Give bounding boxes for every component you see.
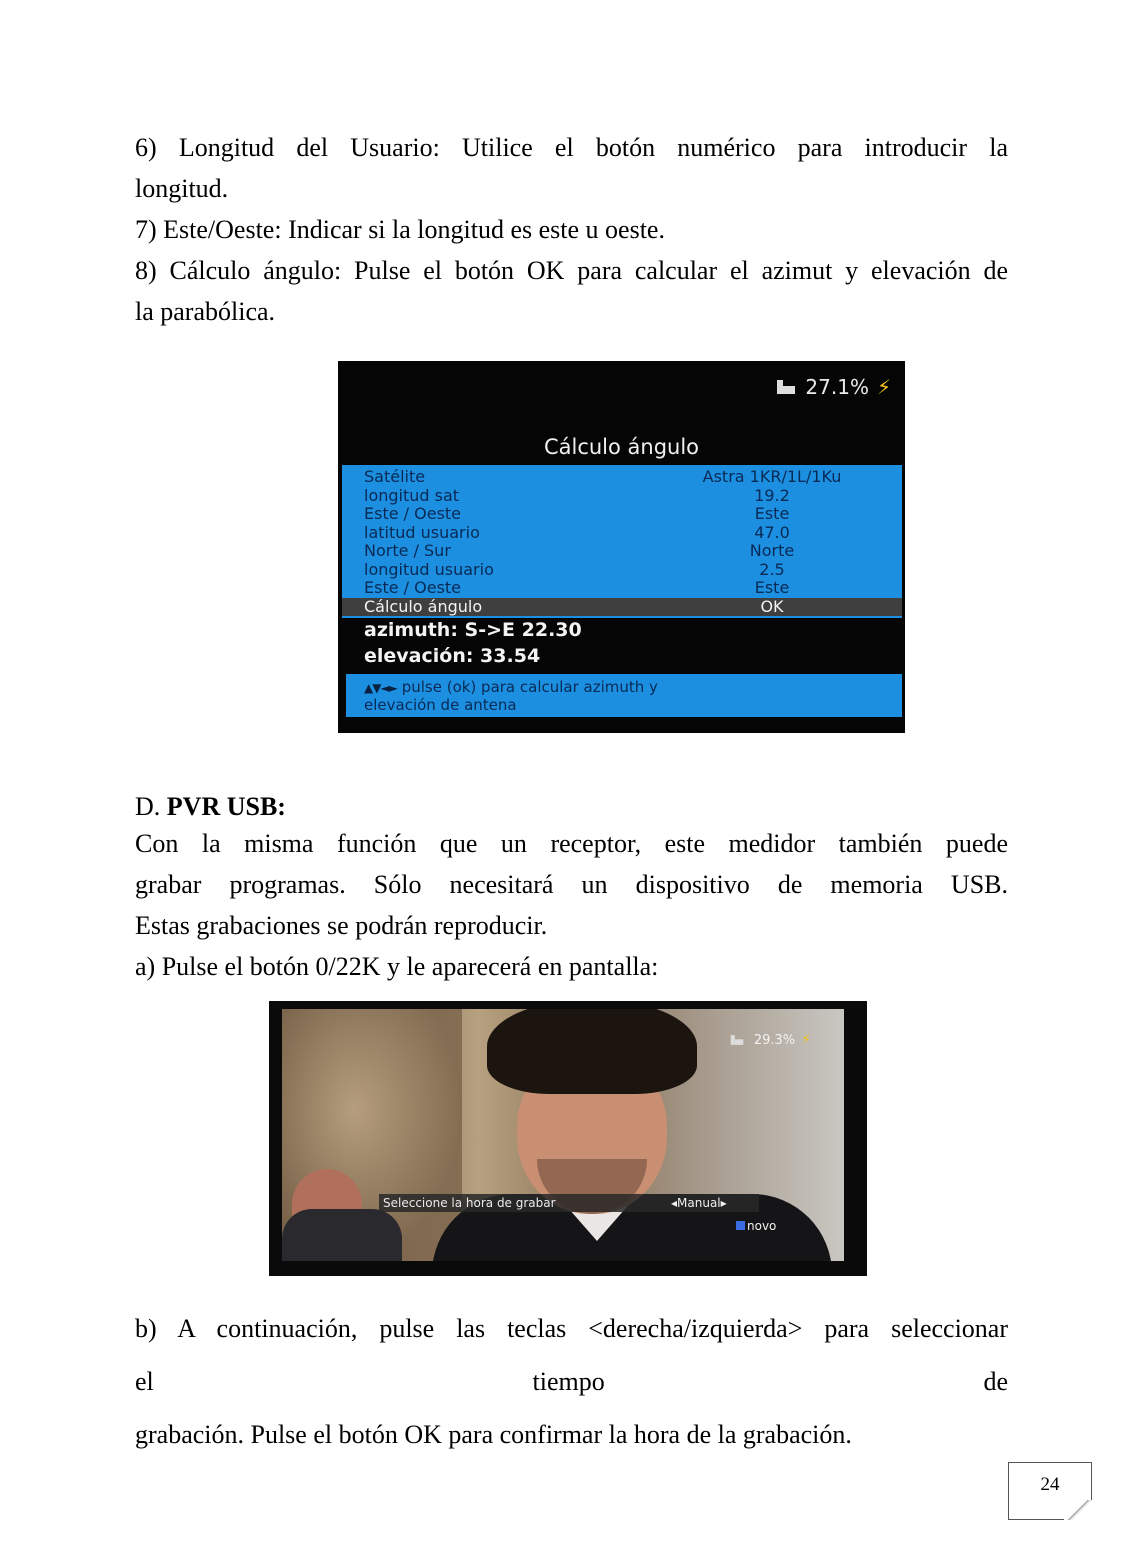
item-8-line2: la parabólica. xyxy=(135,297,276,326)
row-label: latitud usuario xyxy=(364,522,480,542)
row-label: longitud usuario xyxy=(364,559,494,579)
row-value: Este xyxy=(754,578,790,597)
usb-icon xyxy=(775,378,797,396)
battery-level: 29.3% xyxy=(753,1032,796,1048)
pvr-line2: grabar programas. Sólo necesitará un dispositivo de memoria USB. xyxy=(135,870,1008,899)
step-b-line1: b) A continuación, pulse las teclas <derecha/izquierda> para seleccionar xyxy=(135,1314,1008,1343)
help-bar xyxy=(346,674,902,717)
record-mode: ◂Manual▸ xyxy=(671,1196,727,1210)
row-value: 2.5 xyxy=(759,559,785,579)
item-6-paragraph xyxy=(135,127,1008,209)
status-bar xyxy=(726,1031,811,1049)
row-value: Norte xyxy=(749,541,795,560)
row-value: OK xyxy=(760,596,784,616)
heading-prefix: D. xyxy=(135,792,161,821)
row-user-latitude xyxy=(342,524,902,543)
charging-bolt-icon: ⚡ xyxy=(801,1032,811,1048)
step-b xyxy=(135,1302,1008,1461)
row-value: Este xyxy=(754,504,790,523)
row-value: 47.0 xyxy=(754,522,790,542)
help-line1 xyxy=(364,679,658,697)
section-heading xyxy=(135,786,1008,827)
channel-logo-icon xyxy=(736,1221,745,1230)
row-label: Este / Oeste xyxy=(364,578,462,597)
pvr-line3: Estas grabaciones se podrán reproducir. xyxy=(135,911,548,940)
heading-title: PVR USB: xyxy=(166,792,286,821)
row-angle-calc-selected xyxy=(342,598,902,617)
pvr-screenshot xyxy=(269,1001,867,1276)
charging-bolt-icon: ⚡ xyxy=(876,375,891,399)
page-curl-icon xyxy=(1064,1500,1092,1520)
row-user-longitude xyxy=(342,561,902,580)
item-6-line1: 6) Longitud del Usuario: Utilice el botón numérico para introducir la xyxy=(135,133,1008,162)
row-label: Satélite xyxy=(364,467,426,486)
row-label: Este / Oeste xyxy=(364,504,462,523)
row-north-south xyxy=(342,542,902,561)
item-8-line1: 8) Cálculo ángulo: Pulse el botón OK para calcular el azimut y elevación de xyxy=(135,256,1008,285)
help-text: pulse (ok) para calcular azimuth y xyxy=(401,678,658,696)
row-label: Norte / Sur xyxy=(364,541,451,560)
channel-logo-text: novo xyxy=(747,1219,777,1233)
row-sat-longitude xyxy=(342,487,902,506)
record-prompt: Seleccione la hora de grabar xyxy=(383,1196,556,1210)
item-7-paragraph: 7) Este/Oeste: Indicar si la longitud es este u oeste. xyxy=(135,215,665,244)
row-sat-east-west xyxy=(342,505,902,524)
angle-calc-screenshot xyxy=(338,361,905,733)
row-label: longitud sat xyxy=(364,485,460,505)
step-a: a) Pulse el botón 0/22K y le aparecerá en pantalla: xyxy=(135,952,659,981)
pvr-paragraph xyxy=(135,823,1008,946)
battery-level: 27.1% xyxy=(805,375,869,399)
menu-title: Cálculo ángulo xyxy=(543,435,700,459)
status-bar xyxy=(775,375,891,399)
row-user-east-west xyxy=(342,579,902,598)
step-b-line2: el tiempo de xyxy=(135,1367,1008,1396)
help-line2: elevación de antena xyxy=(364,696,517,714)
item-6-line2: longitud. xyxy=(135,174,229,203)
page-number-box xyxy=(1008,1462,1092,1520)
arrow-keys-icon: ▲▼◄► xyxy=(364,681,397,695)
row-value: Astra 1KR/1L/1Ku xyxy=(702,467,842,486)
row-value: 19.2 xyxy=(754,485,790,505)
azimuth-result: azimuth: S->E 22.30 xyxy=(364,619,582,641)
settings-table xyxy=(342,465,902,618)
elevation-result: elevación: 33.54 xyxy=(364,645,541,667)
record-time-bar xyxy=(379,1194,759,1212)
row-label: Cálculo ángulo xyxy=(364,596,483,616)
pvr-line1: Con la misma función que un receptor, este medidor también puede xyxy=(135,829,1008,858)
usb-icon xyxy=(729,1034,744,1047)
item-8-paragraph xyxy=(135,250,1008,332)
step-b-line3: grabación. Pulse el botón OK para confirmar la hora de la grabación. xyxy=(135,1420,852,1449)
channel-logo xyxy=(736,1219,776,1233)
page-number: 24 xyxy=(1040,1474,1060,1495)
row-satellite xyxy=(342,468,902,487)
